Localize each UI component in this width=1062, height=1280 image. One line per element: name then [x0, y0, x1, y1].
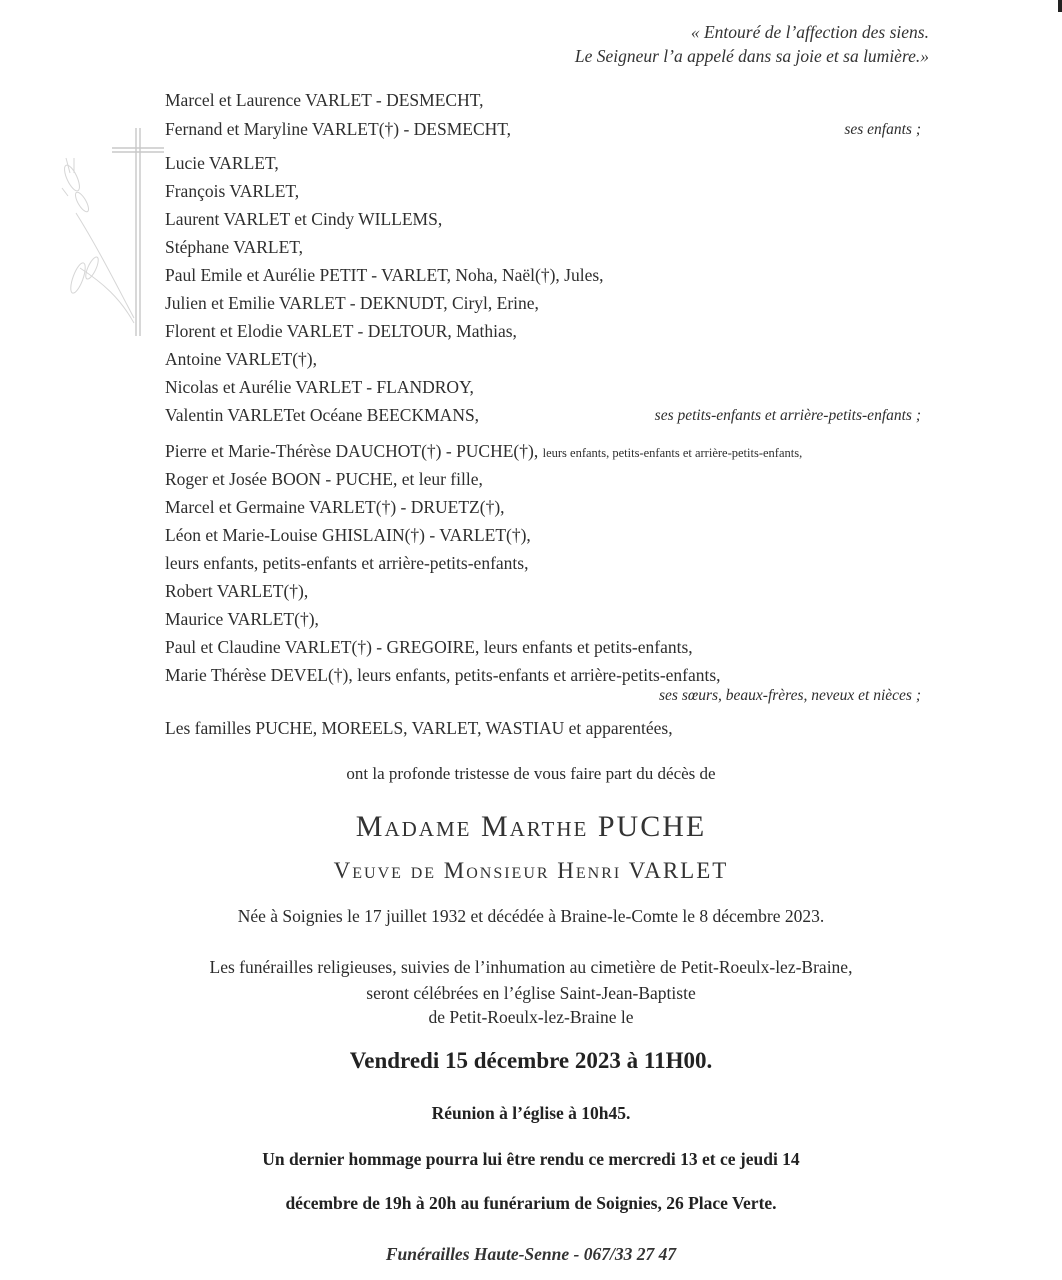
epigraph-line-1: « Entouré de l’affection des siens.	[690, 22, 929, 42]
tribute-line-2: décembre de 19h à 20h au funérarium de Soignies, 26 Place Verte.	[285, 1193, 777, 1213]
family-line: Paul Emile et Aurélie PETIT - VARLET, Noha, Naël(†), Jules,	[165, 265, 604, 285]
family-line: Pierre et Marie-Thérèse DAUCHOT(†) - PUCHE(†), leurs enfants, petits-enfants et arrière-petits-enfants,	[165, 441, 803, 461]
family-line: Léon et Marie-Louise GHISLAIN(†) - VARLET(†),	[165, 525, 531, 545]
family-line: Valentin VARLETet Océane BEECKMANS,	[165, 405, 480, 425]
family-line: Stéphane VARLET,	[165, 237, 304, 257]
family-line: Roger et Josée BOON - PUCHE, et leur fille,	[165, 469, 483, 489]
family-line: François VARLET,	[165, 181, 300, 201]
family-line: Fernand et Maryline VARLET(†) - DESMECHT,	[165, 119, 512, 139]
family-line: Antoine VARLET(†),	[165, 349, 317, 369]
funeral-home-contact: Funérailles Haute-Senne - 067/33 27 47	[385, 1244, 677, 1264]
family-line: Laurent VARLET et Cindy WILLEMS,	[165, 209, 443, 229]
family-line: Marie Thérèse DEVEL(†), leurs enfants, petits-enfants et arrière-petits-enfants,	[165, 665, 721, 685]
announcement-intro: ont la profonde tristesse de vous faire part du décès de	[346, 764, 716, 783]
scan-edge-mark	[1058, 0, 1062, 12]
epigraph-line-2: Le Seigneur l’a appelé dans sa joie et sa lumière.»	[574, 46, 929, 66]
role-siblings: ses sœurs, beaux-frères, neveux et nièces ;	[659, 687, 921, 704]
epigraph-quote	[575, 20, 929, 68]
role-grandchildren: ses petits-enfants et arrière-petits-enfants ;	[654, 407, 921, 424]
family-line: Lucie VARLET,	[165, 153, 279, 173]
family-line: Marcel et Germaine VARLET(†) - DRUETZ(†),	[165, 497, 505, 517]
family-line: Florent et Elodie VARLET - DELTOUR, Mathias,	[165, 321, 517, 341]
family-line: Julien et Emilie VARLET - DEKNUDT, Ciryl, Erine,	[165, 293, 539, 313]
family-line: Nicolas et Aurélie VARLET - FLANDROY,	[165, 377, 474, 397]
funeral-info-line-3: de Petit-Roeulx-lez-Braine le	[428, 1007, 634, 1027]
cross-wheat-icon	[58, 118, 178, 338]
tribute-line-1: Un dernier hommage pourra lui être rendu ce mercredi 13 et ce jeudi 14	[262, 1149, 800, 1169]
family-line: Marcel et Laurence VARLET - DESMECHT,	[165, 90, 484, 110]
funeral-date: Vendredi 15 décembre 2023 à 11H00.	[349, 1048, 713, 1073]
widow-of: Veuve de Monsieur Henri VARLET	[333, 858, 729, 883]
funeral-info-line-1: Les funérailles religieuses, suivies de l’inhumation au cimetière de Petit-Roeulx-lez-Braine,	[209, 957, 853, 977]
church-meeting: Réunion à l’église à 10h45.	[431, 1103, 631, 1123]
family-line: leurs enfants, petits-enfants et arrière-petits-enfants,	[165, 553, 529, 573]
role-children: ses enfants ;	[844, 121, 921, 138]
birth-death-dates: Née à Soignies le 17 juillet 1932 et décédée à Braine-le-Comte le 8 décembre 2023.	[237, 906, 825, 926]
family-line: Paul et Claudine VARLET(†) - GREGOIRE, leurs enfants et petits-enfants,	[165, 637, 693, 657]
family-line: Maurice VARLET(†),	[165, 609, 319, 629]
deceased-name: Madame Marthe PUCHE	[355, 810, 707, 843]
family-line: Les familles PUCHE, MOREELS, VARLET, WASTIAU et apparentées,	[165, 718, 673, 738]
funeral-info-line-2: seront célébrées en l’église Saint-Jean-Baptiste	[366, 983, 696, 1003]
family-line: Robert VARLET(†),	[165, 581, 309, 601]
